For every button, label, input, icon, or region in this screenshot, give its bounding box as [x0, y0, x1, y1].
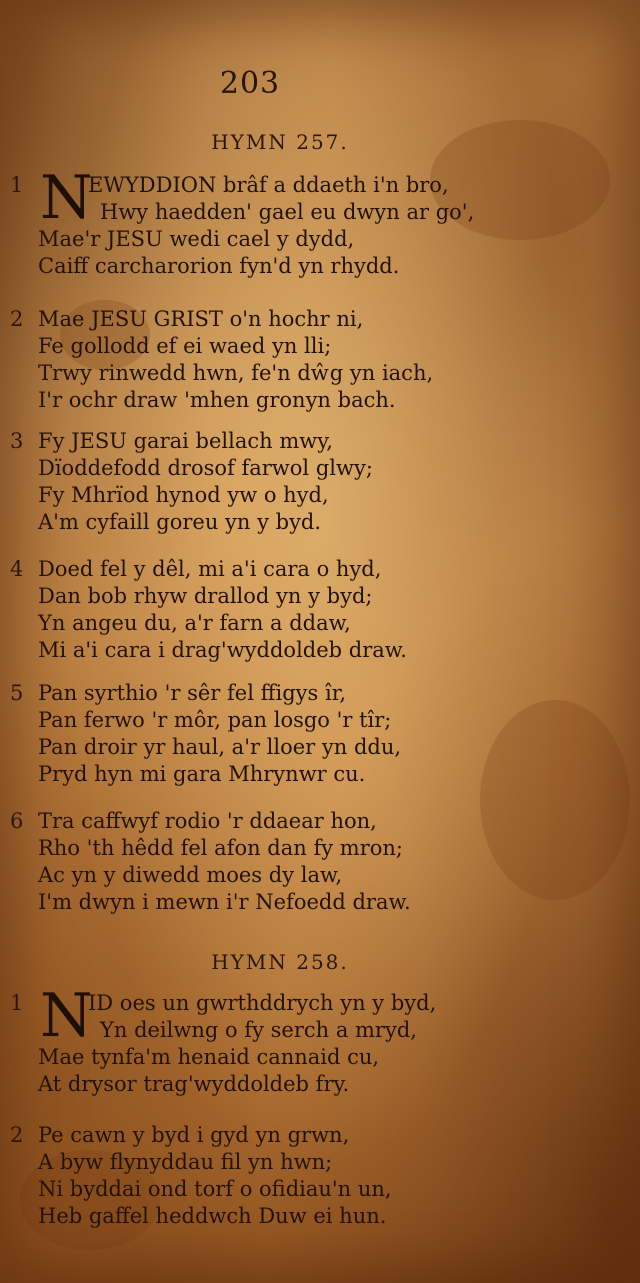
- verse-line: Rho 'th hêdd fel afon dan fy mron;: [38, 836, 403, 860]
- verse-line: Pan syrthio 'r sêr fel ffigys îr,: [38, 681, 347, 705]
- verse: [10, 981, 610, 1098]
- verse-number: 1: [10, 173, 24, 197]
- verse-line: ID oes un gwrthddrych yn y byd,: [88, 991, 437, 1015]
- hymn-title: HYMN 257.: [211, 130, 349, 154]
- verse-line: Fy JESU garai bellach mwy,: [38, 429, 333, 453]
- verse-line: Fe gollodd ef ei waed yn lli;: [38, 334, 332, 358]
- drop-cap: N: [40, 981, 93, 1051]
- verse-line: Yn angeu du, a'r farn a ddaw,: [38, 611, 351, 635]
- verse-line: Pan droir yr haul, a'r lloer yn ddu,: [38, 735, 402, 759]
- verse-line: A byw flynyddau fil yn hwn;: [38, 1150, 333, 1174]
- verse: [10, 808, 610, 916]
- verse-line: Mae'r JESU wedi cael y dydd,: [38, 227, 355, 251]
- verse-line: Pe cawn y byd i gyd yn grwn,: [38, 1123, 350, 1147]
- verse-number: 4: [10, 557, 24, 581]
- verse-line: Mae tynfa'm henaid cannaid cu,: [38, 1045, 380, 1069]
- verse-line: Ni byddai ond torf o ofidiau'n un,: [38, 1177, 392, 1201]
- verse-line: Doed fel y dêl, mi a'i cara o hyd,: [38, 557, 382, 581]
- verse-line: I'm dwyn i mewn i'r Nefoedd draw.: [38, 890, 411, 914]
- verse: [10, 556, 610, 664]
- verse-number: 6: [10, 809, 24, 833]
- verse-line: Dan bob rhyw drallod yn y byd;: [38, 584, 373, 608]
- verse-line: Yn deilwng o fy serch a mryd,: [100, 1018, 417, 1042]
- verse-line: At drysor trag'wyddoldeb fry.: [38, 1072, 350, 1096]
- verse-number: 5: [10, 681, 24, 705]
- verse-number: 1: [10, 991, 24, 1015]
- verse-number: 2: [10, 307, 24, 331]
- verse: [10, 306, 610, 414]
- verse-line: Mi a'i cara i drag'wyddoldeb draw.: [38, 638, 407, 662]
- verse-line: Trwy rinwedd hwn, fe'n dŵg yn iach,: [38, 361, 434, 385]
- verse-line: Mae JESU GRIST o'n hochr ni,: [38, 307, 364, 331]
- verse-line: A'm cyfaill goreu yn y byd.: [38, 510, 322, 534]
- verse-line: I'r ochr draw 'mhen gronyn bach.: [38, 388, 396, 412]
- verse-line: Tra caffwyf rodio 'r ddaear hon,: [38, 809, 377, 833]
- verse: [10, 163, 610, 280]
- verse-line: Caiff carcharorion fyn'd yn rhydd.: [38, 254, 400, 278]
- verse: [10, 428, 610, 536]
- verse: [10, 1122, 610, 1230]
- verse-line: Ac yn y diwedd moes dy law,: [38, 863, 343, 887]
- verse-line: Pan ferwo 'r môr, pan losgo 'r tîr;: [38, 708, 392, 732]
- verse-line: Pryd hyn mi gara Mhrynwr cu.: [38, 762, 366, 786]
- drop-cap: N: [40, 163, 93, 233]
- verse-line: Heb gaffel heddwch Duw ei hun.: [38, 1204, 387, 1228]
- verse-line: Hwy haedden' gael eu dwyn ar go',: [100, 200, 475, 224]
- verse-number: 3: [10, 429, 24, 453]
- verse-line: EWYDDION brâf a ddaeth i'n bro,: [88, 173, 449, 197]
- verse-number: 2: [10, 1123, 24, 1147]
- verse: [10, 680, 610, 788]
- page-number: 203: [219, 66, 281, 101]
- hymn-title: HYMN 258.: [211, 950, 349, 974]
- verse-line: Dïoddefodd drosof farwol glwy;: [38, 456, 373, 480]
- verse-line: Fy Mhrïod hynod yw o hyd,: [38, 483, 329, 507]
